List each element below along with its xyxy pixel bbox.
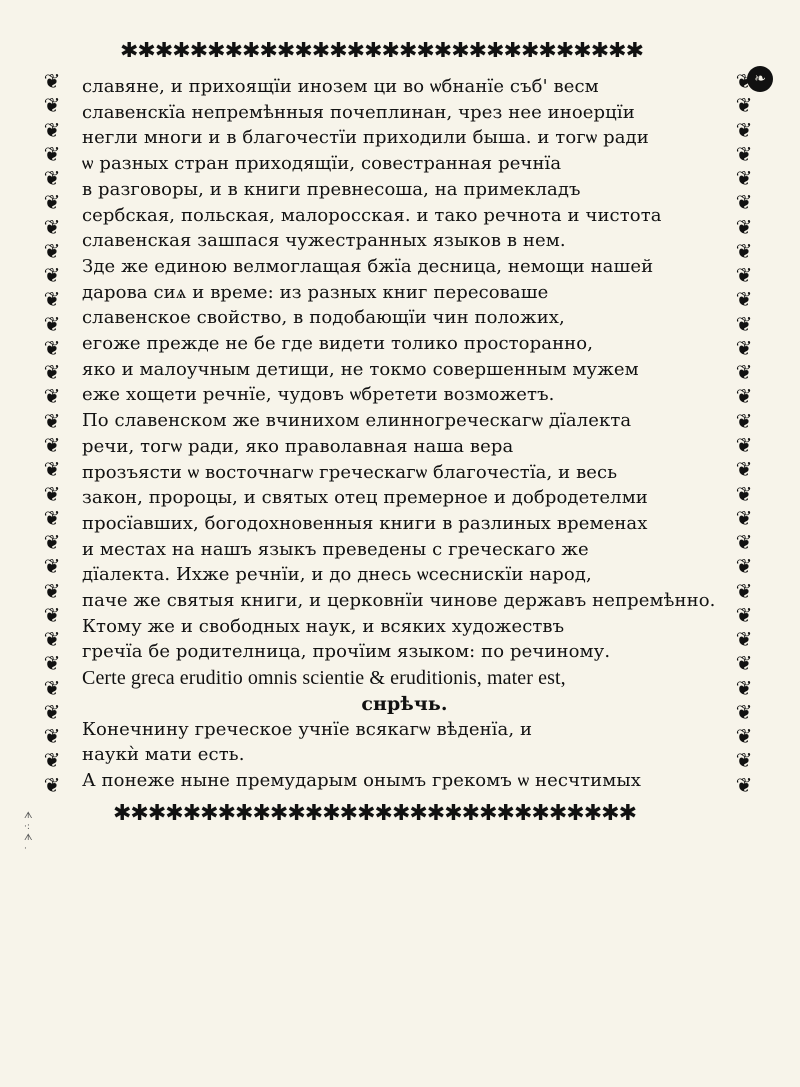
ornament-glyph: ❦ [735, 554, 753, 579]
ornament-glyph: ❦ [735, 93, 753, 118]
ornament-glyph: ❦ [43, 287, 61, 312]
left-margin-specks [24, 811, 60, 855]
text-line: дїалекта. Ихже речнїи, и до днесь ѡсеснискїи народ, [82, 564, 592, 586]
text-line: речи, тогѡ ради, яко праволавная наша вера [82, 435, 514, 457]
ornament-glyph: ❦ [43, 384, 61, 409]
ornament-glyph: ❦ [735, 384, 753, 409]
text-line: Ктому же и свободных наук, и всяких художествъ [82, 615, 565, 637]
text-line: Зде же единою велмоглащая бжїа десница, немощи нашей [82, 255, 654, 277]
ornament-glyph: ❦ [43, 311, 61, 336]
ornament-glyph: ❦ [43, 724, 61, 749]
ornament-glyph: ❦ [43, 408, 61, 433]
ornament-glyph: ❦ [43, 675, 61, 700]
ornament-glyph: ❦ [735, 117, 753, 142]
corner-ornament-icon: ❧ [747, 66, 773, 92]
ornament-glyph: ❦ [43, 190, 61, 215]
ornament-glyph: ❦ [43, 578, 61, 603]
ornament-glyph: ❦ [735, 408, 753, 433]
ornament-glyph: ❦ [43, 699, 61, 724]
ornament-glyph: ❦ [735, 675, 753, 700]
ornament-glyph: ❦ [43, 166, 61, 191]
ornament-glyph: ❦ [735, 602, 753, 627]
ornament-glyph: ❦ [735, 238, 753, 263]
text-line: закон, пророцы, и святых отец премерное и добродетелми [82, 487, 648, 509]
margin-speck: ·: [24, 822, 30, 832]
text-line: просїавших, богодохновенныя книги в разлиных временах [82, 512, 648, 534]
ornament-glyph: ❦ [43, 505, 61, 530]
ornament-glyph: ❦ [43, 457, 61, 482]
text-line: в разговоры, и в книги превнесоша, на примекладъ [82, 178, 581, 200]
main-text-block [82, 75, 727, 793]
margin-speck: · [24, 844, 27, 854]
ornament-glyph: ❦ [735, 360, 753, 385]
ornament-glyph: ❦ [735, 287, 753, 312]
ornament-glyph: ❦ [43, 627, 61, 652]
text-line: прозъясти ѡ восточнагѡ греческагѡ благочестїа, и весь [82, 461, 618, 483]
ornament-glyph: ❦ [43, 772, 61, 797]
translation-marker: снрѣчь. [361, 692, 448, 715]
ornament-glyph: ❦ [43, 117, 61, 142]
latin-quote-line: Certe greca eruditio omnis scientie & eruditionis, mater est, [82, 667, 566, 690]
ornament-glyph: ❦ [735, 311, 753, 336]
ornament-glyph: ❦ [43, 335, 61, 360]
bottom-decorative-border: ✱✱✱✱✱✱✱✱✱✱✱✱✱✱✱✱✱✱✱✱✱✱✱✱✱✱✱✱✱✱ [113, 801, 637, 821]
ornament-glyph: ❦ [735, 481, 753, 506]
text-line: еже хощети речнїе, чудовъ ѡбретети возможетъ. [82, 384, 555, 406]
text-line: и местах на нашъ языкъ преведены с греческаго же [82, 538, 589, 560]
text-line: По славенском же вчинихом елинногреческагѡ дїалекта [82, 410, 632, 432]
ornament-glyph: ❦ [735, 651, 753, 676]
text-line: Конечнину греческое учнїе всякагѡ вѣденїа, и [82, 718, 533, 740]
ornament-glyph: ❦ [43, 481, 61, 506]
text-line: негли многи и в благочестїи приходили быша. и тогѡ ради [82, 127, 649, 149]
text-line: яко и малоучным детищи, не токмо совершенным мужем [82, 358, 639, 380]
ornament-glyph: ❦ [735, 748, 753, 773]
ornament-glyph: ❦ [735, 69, 753, 93]
ornament-glyph: ❦ [735, 190, 753, 215]
ornament-glyph: ❦ [735, 166, 753, 191]
ornament-glyph: ❦ [735, 724, 753, 749]
ornament-glyph: ❦ [43, 602, 61, 627]
ornament-glyph: ❦ [43, 554, 61, 579]
text-line: гречїа бе родителница, прочїим языком: по речиному. [82, 641, 611, 663]
ornament-glyph: ❦ [43, 530, 61, 555]
text-line: славенское свойство, в подобающїи чин положих, [82, 307, 565, 329]
ornament-glyph: ❦ [43, 360, 61, 385]
top-decorative-border: ✱✱✱✱✱✱✱✱✱✱✱✱✱✱✱✱✱✱✱✱✱✱✱✱✱✱✱✱✱✱ [120, 39, 644, 57]
ornament-glyph: ❦ [43, 651, 61, 676]
text-line: егоже прежде не бе где видети толико просторанно, [82, 333, 594, 355]
ornament-glyph: ❦ [735, 627, 753, 652]
ornament-glyph: ❦ [735, 335, 753, 360]
text-line: А понеже ныне премударым онымъ грекомъ ѡ несчтимых [82, 769, 642, 791]
ornament-glyph: ❦ [735, 141, 753, 166]
ornament-glyph: ❦ [43, 748, 61, 773]
ornament-glyph: ❦ [735, 699, 753, 724]
text-line: славяне, и прихоящїи инозем ци во ѡбнанїе съб' весм [82, 76, 599, 97]
ornament-glyph: ❦ [735, 530, 753, 555]
text-line: дарова сиѧ и време: из разных книг пересоваше [82, 281, 549, 303]
text-line: паче же святыя книги, и церковнїи чинове державъ непремѣнно. [82, 590, 716, 612]
ornament-glyph: ❦ [735, 263, 753, 288]
ornament-glyph: ❦ [735, 432, 753, 457]
ornament-glyph: ❦ [735, 457, 753, 482]
text-line: ѡ разных стран приходящїи, совестранная речнїа [82, 153, 562, 175]
ornament-glyph: ❦ [43, 69, 61, 93]
ornament-glyph: ❦ [735, 772, 753, 797]
ornament-glyph: ❦ [735, 505, 753, 530]
ornament-glyph: ❦ [43, 214, 61, 239]
left-decorative-border [38, 69, 66, 797]
right-decorative-border [730, 69, 758, 797]
margin-speck: ᗑ [24, 833, 33, 843]
ornament-glyph: ❦ [735, 578, 753, 603]
ornament-glyph: ❦ [735, 214, 753, 239]
text-line: наукѝ мати есть. [82, 744, 245, 766]
text-line: славенская зашпася чужестранных языков в нем. [82, 230, 566, 252]
ornament-glyph: ❦ [43, 432, 61, 457]
text-line: сербская, польская, малоросская. и тако речнота и чистота [82, 204, 662, 226]
ornament-glyph: ❦ [43, 141, 61, 166]
margin-speck: ᗑ [24, 811, 33, 821]
ornament-glyph: ❦ [43, 263, 61, 288]
text-line: славенскїа непремѣнныя почеплинан, чрез нее иноерцїи [82, 101, 635, 123]
ornament-glyph: ❦ [43, 238, 61, 263]
ornament-glyph: ❦ [43, 93, 61, 118]
